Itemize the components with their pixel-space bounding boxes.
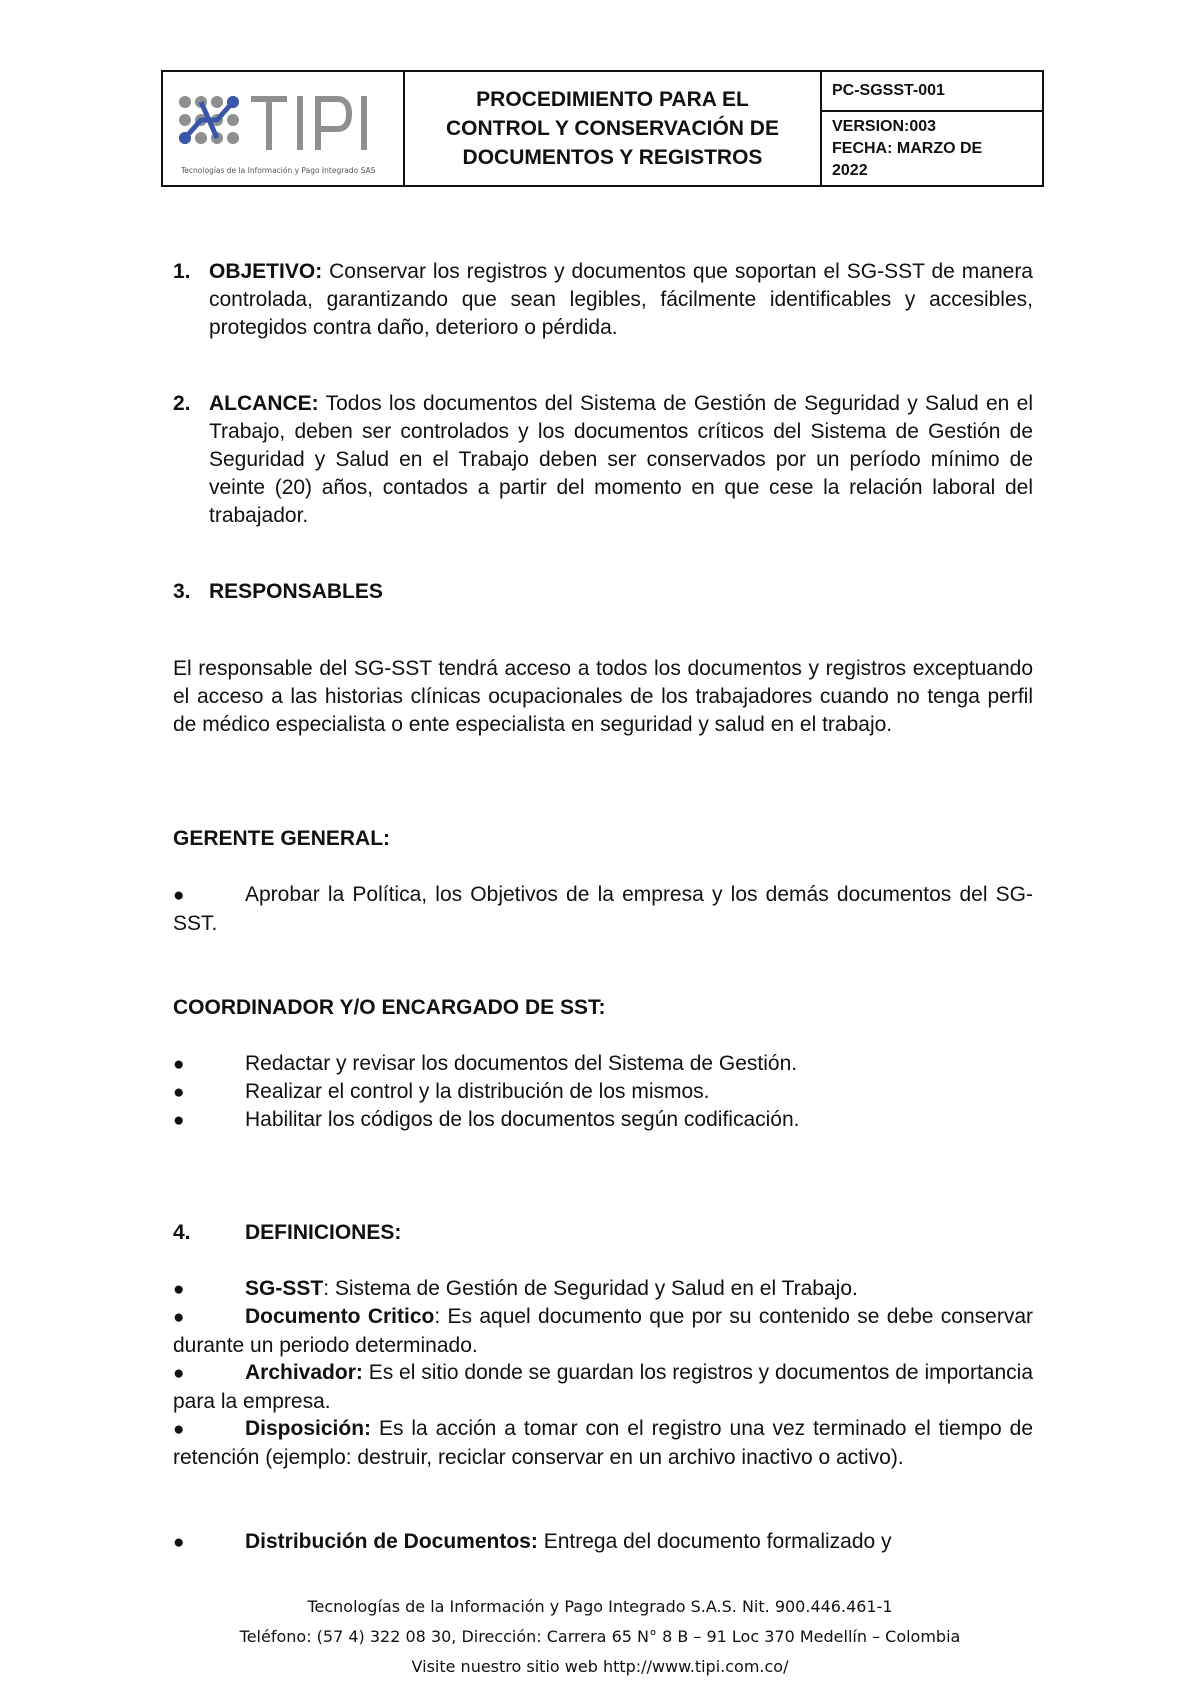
document-version: VERSION:003 bbox=[832, 117, 937, 135]
version-date-cell bbox=[821, 111, 1043, 186]
responsables-intro: El responsable del SG-SST tendrá acceso a todos los documentos y registros exceptuando el acceso a las historias clínicas ocupacionales de los trabajadores cuando no tenga perfil de médico especialista o ente especialista en seguridad y salud en el trabajo. bbox=[173, 657, 1033, 736]
definition-text: : Sistema de Gestión de Seguridad y Salud en el Trabajo. bbox=[323, 1277, 858, 1300]
title-line: PROCEDIMIENTO PARA EL bbox=[476, 88, 749, 111]
bullet-icon: ● bbox=[173, 1419, 185, 1440]
company-logo bbox=[163, 72, 401, 185]
definition-term: Documento Critico bbox=[245, 1305, 435, 1328]
document-date: FECHA: MARZO DE bbox=[832, 139, 983, 157]
gerente-heading: GERENTE GENERAL: bbox=[173, 827, 391, 850]
definition-term: SG-SST bbox=[245, 1277, 324, 1300]
footer-company: Tecnologías de la Información y Pago Integrado S.A.S. Nit. 900.446.461-1 bbox=[307, 1597, 893, 1616]
definition-term: Distribución de Documentos: bbox=[245, 1530, 538, 1553]
title-line: CONTROL Y CONSERVACIÓN DE bbox=[446, 117, 779, 140]
definition-term: Archivador: bbox=[245, 1361, 363, 1384]
list-item-text: Redactar y revisar los documentos del Sistema de Gestión. bbox=[245, 1052, 798, 1075]
definition-text: Es el sitio donde se guardan los registros y documentos de importancia para la empresa. bbox=[173, 1361, 1033, 1413]
list-item bbox=[173, 1106, 1033, 1135]
bullet-icon: ● bbox=[173, 1110, 185, 1131]
section-text: Conservar los registros y documentos que soportan el SG-SST de manera controlada, garantizando que sean legibles, fácilmente identificables y accesibles, protegidos contra daño, deterioro o pérdida. bbox=[209, 260, 1033, 339]
definition-text: Es la acción a tomar con el registro una vez terminado el tiempo de retención (ejemplo: destruir, reciclar conservar en un archivo inactivo o activo). bbox=[173, 1417, 1033, 1469]
section-alcance bbox=[173, 390, 1033, 530]
list-item-text: Aprobar la Política, los Objetivos de la empresa y los demás documentos del SG-SST. bbox=[173, 883, 1033, 935]
section-definiciones bbox=[173, 1219, 401, 1247]
section-label: ALCANCE: bbox=[209, 392, 319, 415]
definition-item bbox=[173, 1359, 1033, 1416]
section-number: 4. bbox=[173, 1221, 191, 1244]
bullet-icon: ● bbox=[173, 1054, 185, 1075]
definition-item bbox=[173, 1415, 1033, 1472]
page-footer bbox=[0, 1592, 1200, 1682]
bullet-icon: ● bbox=[173, 885, 185, 906]
list-item bbox=[173, 1078, 1033, 1107]
definition-item bbox=[173, 1528, 1033, 1557]
logo-tagline: Tecnologías de la Información y Pago Integrado SAS bbox=[181, 166, 376, 175]
bullet-icon: ● bbox=[173, 1082, 185, 1103]
bullet-icon: ● bbox=[173, 1307, 185, 1328]
list-item-text: Realizar el control y la distribución de los mismos. bbox=[245, 1080, 710, 1103]
definition-text: : Es aquel documento que por su contenido se debe conservar durante un periodo determinado. bbox=[173, 1305, 1034, 1357]
coordinador-heading: COORDINADOR Y/O ENCARGADO DE SST: bbox=[173, 996, 606, 1019]
section-number: 2. bbox=[173, 392, 191, 415]
section-label: RESPONSABLES bbox=[209, 580, 383, 603]
section-label: DEFINICIONES: bbox=[245, 1221, 402, 1244]
definition-term: Disposición: bbox=[245, 1417, 372, 1440]
list-item bbox=[173, 1050, 1033, 1079]
list-item-text: Habilitar los códigos de los documentos según codificación. bbox=[245, 1108, 800, 1131]
section-objetivo bbox=[173, 258, 1033, 342]
bullet-icon: ● bbox=[173, 1532, 185, 1553]
section-label: OBJETIVO: bbox=[209, 260, 323, 283]
section-responsables bbox=[173, 578, 1033, 606]
document-date-year: 2022 bbox=[832, 161, 868, 179]
section-number: 3. bbox=[173, 580, 191, 603]
list-item bbox=[173, 881, 1033, 938]
document-code: PC-SGSST-001 bbox=[821, 71, 1043, 111]
document-header bbox=[161, 70, 1044, 187]
tipi-logo-icon bbox=[177, 92, 387, 164]
definition-text: Entrega del documento formalizado y bbox=[537, 1530, 892, 1553]
bullet-icon: ● bbox=[173, 1363, 185, 1384]
logo-cell bbox=[162, 71, 404, 186]
title-line: DOCUMENTOS Y REGISTROS bbox=[462, 146, 763, 169]
section-number: 1. bbox=[173, 260, 191, 283]
footer-contact: Teléfono: (57 4) 322 08 30, Dirección: Carrera 65 N° 8 B – 91 Loc 370 Medellín – Colombia bbox=[239, 1627, 961, 1646]
section-text: Todos los documentos del Sistema de Gestión de Seguridad y Salud en el Trabajo, deben ser controlados y los documentos críticos del Sistema de Gestión de Seguridad y Salud en el Trabajo deben ser conservados por un período mínimo de veinte (20) años, contados a partir del momento en que cese la relación laboral del trabajador. bbox=[209, 392, 1033, 527]
definition-item bbox=[173, 1275, 1033, 1304]
definition-item bbox=[173, 1303, 1033, 1360]
bullet-icon: ● bbox=[173, 1279, 185, 1300]
document-title bbox=[404, 71, 821, 186]
footer-website: Visite nuestro sitio web http://www.tipi.com.co/ bbox=[411, 1657, 789, 1676]
